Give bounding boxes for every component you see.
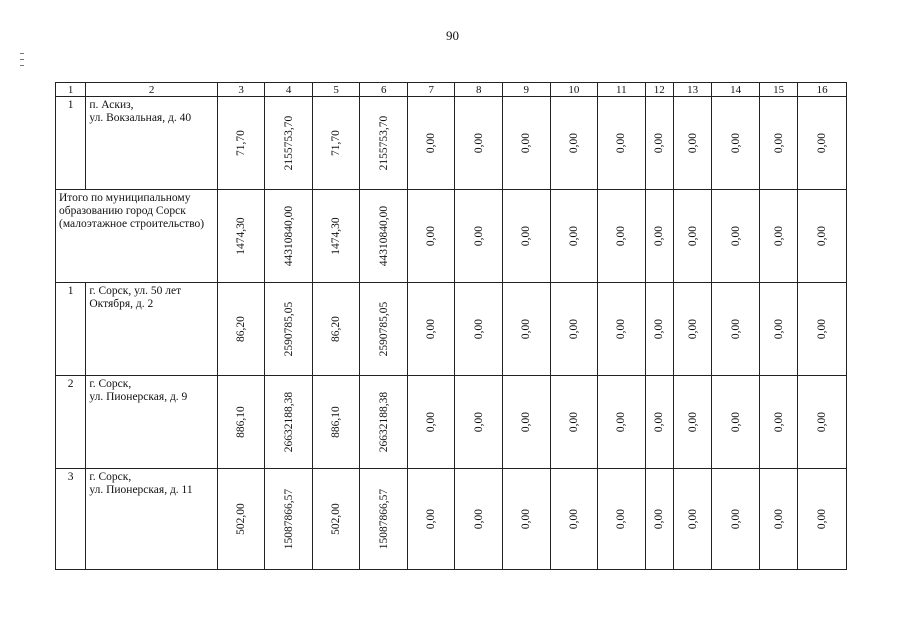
value-text: 0,00 [653,225,666,247]
row-number: 1 [56,97,86,190]
value-text: 0,00 [729,411,742,433]
value-cell [645,190,673,283]
value-cell [503,469,551,570]
row-number: 1 [56,283,86,376]
value-cell [360,190,408,283]
value-cell [217,469,265,570]
row-number: 2 [56,376,86,469]
value-cell [673,469,711,570]
value-text: 0,00 [520,411,533,433]
value-text: 15087866,57 [377,488,390,550]
value-text: 502,00 [235,503,248,535]
value-cell [712,97,760,190]
value-cell [265,376,313,469]
value-cell [598,190,646,283]
value-text: 1474,30 [235,217,248,255]
value-text: 86,20 [235,316,248,342]
value-text: 0,00 [772,318,785,340]
address-cell [86,376,217,469]
value-cell [455,97,503,190]
value-cell [673,190,711,283]
value-text: 0,00 [816,132,829,154]
value-text: 0,00 [615,508,628,530]
value-text: 0,00 [816,508,829,530]
value-cell [550,190,598,283]
value-cell [265,190,313,283]
value-text: 71,70 [330,130,343,156]
value-text: 0,00 [520,225,533,247]
value-text: 0,00 [772,411,785,433]
header-cell: 6 [360,83,408,97]
value-text: 0,00 [686,132,699,154]
value-cell [673,97,711,190]
table-row [56,376,847,469]
value-cell [798,97,847,190]
value-cell [673,283,711,376]
table-row [56,190,847,283]
value-text: 15087866,57 [282,488,295,550]
header-cell: 1 [56,83,86,97]
value-text: 0,00 [772,225,785,247]
value-cell [712,469,760,570]
value-text: 0,00 [472,411,485,433]
value-text: 0,00 [425,318,438,340]
header-cell: 11 [598,83,646,97]
value-text: 0,00 [472,508,485,530]
value-text: 886,10 [330,406,343,438]
address-cell [86,469,217,570]
value-cell [360,469,408,570]
value-text: 0,00 [729,132,742,154]
value-text: 0,00 [729,318,742,340]
table-row [56,469,847,570]
value-text: 44310840,00 [282,205,295,267]
value-text: 0,00 [425,411,438,433]
value-text: 2155753,70 [282,115,295,171]
value-cell [798,190,847,283]
value-cell [759,97,797,190]
address-line: ул. Пионерская, д. 11 [89,484,193,496]
value-cell [455,190,503,283]
value-text: 0,00 [686,411,699,433]
value-cell [759,469,797,570]
margin-marks [18,48,28,82]
value-cell [312,376,360,469]
header-cell: 8 [455,83,503,97]
value-cell [798,469,847,570]
value-text: 0,00 [567,318,580,340]
value-text: 0,00 [567,225,580,247]
address-line: г. Сорск, [89,471,132,483]
header-cell: 14 [712,83,760,97]
value-text: 0,00 [772,508,785,530]
value-cell [265,469,313,570]
value-cell [265,97,313,190]
value-text: 2590785,05 [282,301,295,357]
value-cell [598,283,646,376]
value-cell [712,283,760,376]
value-text: 0,00 [816,225,829,247]
table-row [56,283,847,376]
value-text: 0,00 [686,318,699,340]
value-text: 0,00 [615,411,628,433]
value-cell [798,376,847,469]
value-cell [312,190,360,283]
value-cell [798,283,847,376]
header-row [56,83,847,97]
header-cell: 12 [645,83,673,97]
value-text: 0,00 [772,132,785,154]
row-number: 3 [56,469,86,570]
value-text: 886,10 [235,406,248,438]
value-cell [712,190,760,283]
value-cell [455,376,503,469]
value-text: 0,00 [729,508,742,530]
value-text: 0,00 [425,225,438,247]
header-cell: 4 [265,83,313,97]
value-text: 0,00 [472,132,485,154]
value-cell [503,376,551,469]
value-text: 0,00 [816,411,829,433]
header-cell: 10 [550,83,598,97]
value-cell [503,283,551,376]
value-text: 71,70 [235,130,248,156]
value-cell [550,283,598,376]
value-cell [550,469,598,570]
value-cell [645,469,673,570]
header-cell: 2 [86,83,217,97]
value-cell [759,190,797,283]
value-text: 0,00 [615,132,628,154]
value-cell [407,283,455,376]
value-text: 26632188,38 [377,391,390,453]
address-cell [86,97,217,190]
value-text: 0,00 [520,508,533,530]
value-text: 0,00 [520,318,533,340]
value-text: 0,00 [472,318,485,340]
value-cell [360,376,408,469]
value-cell [759,283,797,376]
value-text: 0,00 [425,508,438,530]
value-text: 0,00 [686,508,699,530]
value-text: 0,00 [653,132,666,154]
value-text: 2590785,05 [377,301,390,357]
header-cell: 9 [503,83,551,97]
value-text: 502,00 [330,503,343,535]
value-cell [407,376,455,469]
value-cell [407,469,455,570]
value-cell [645,97,673,190]
value-text: 86,20 [330,316,343,342]
value-text: 0,00 [653,411,666,433]
value-cell [217,376,265,469]
value-text: 0,00 [615,225,628,247]
value-text: 0,00 [520,132,533,154]
header-cell: 15 [759,83,797,97]
header-cell: 3 [217,83,265,97]
value-cell [598,469,646,570]
value-cell [217,190,265,283]
value-cell [503,190,551,283]
value-cell [673,376,711,469]
value-text: 26632188,38 [282,391,295,453]
value-cell [645,376,673,469]
page-number: 90 [446,28,459,43]
value-text: 2155753,70 [377,115,390,171]
value-cell [598,97,646,190]
value-text: 0,00 [567,411,580,433]
table-row [56,97,847,190]
value-text: 0,00 [615,318,628,340]
value-cell [598,376,646,469]
value-cell [312,97,360,190]
value-text: 0,00 [567,132,580,154]
value-cell [265,283,313,376]
value-cell [217,97,265,190]
value-text: 0,00 [686,225,699,247]
value-text: 0,00 [653,318,666,340]
value-cell [503,97,551,190]
value-cell [312,469,360,570]
value-cell [455,283,503,376]
header-cell: 13 [673,83,711,97]
value-cell [407,97,455,190]
value-text: 0,00 [729,225,742,247]
value-cell [312,283,360,376]
value-text: 0,00 [567,508,580,530]
address-line: ул. Пионерская, д. 9 [89,391,188,403]
value-text: 44310840,00 [377,205,390,267]
value-cell [407,190,455,283]
total-label: Итого по муниципальному образованию город Сорск (малоэтажное строительство) [56,190,218,283]
data-table [55,82,847,570]
address-line: г. Сорск, ул. 50 лет [89,285,182,297]
address-cell [86,283,217,376]
value-cell [550,97,598,190]
address-line: Октября, д. 2 [89,298,154,310]
value-text: 0,00 [425,132,438,154]
value-text: 0,00 [816,318,829,340]
header-cell: 5 [312,83,360,97]
value-cell [360,97,408,190]
value-cell [645,283,673,376]
address-line: п. Аскиз, [89,99,134,111]
value-cell [217,283,265,376]
value-cell [550,376,598,469]
address-line: ул. Вокзальная, д. 40 [89,112,192,124]
value-text: 1474,30 [330,217,343,255]
value-text: 0,00 [472,225,485,247]
value-cell [759,376,797,469]
value-cell [455,469,503,570]
address-line: г. Сорск, [89,378,132,390]
header-cell: 16 [798,83,847,97]
value-cell [712,376,760,469]
header-cell: 7 [407,83,455,97]
value-cell [360,283,408,376]
value-text: 0,00 [653,508,666,530]
